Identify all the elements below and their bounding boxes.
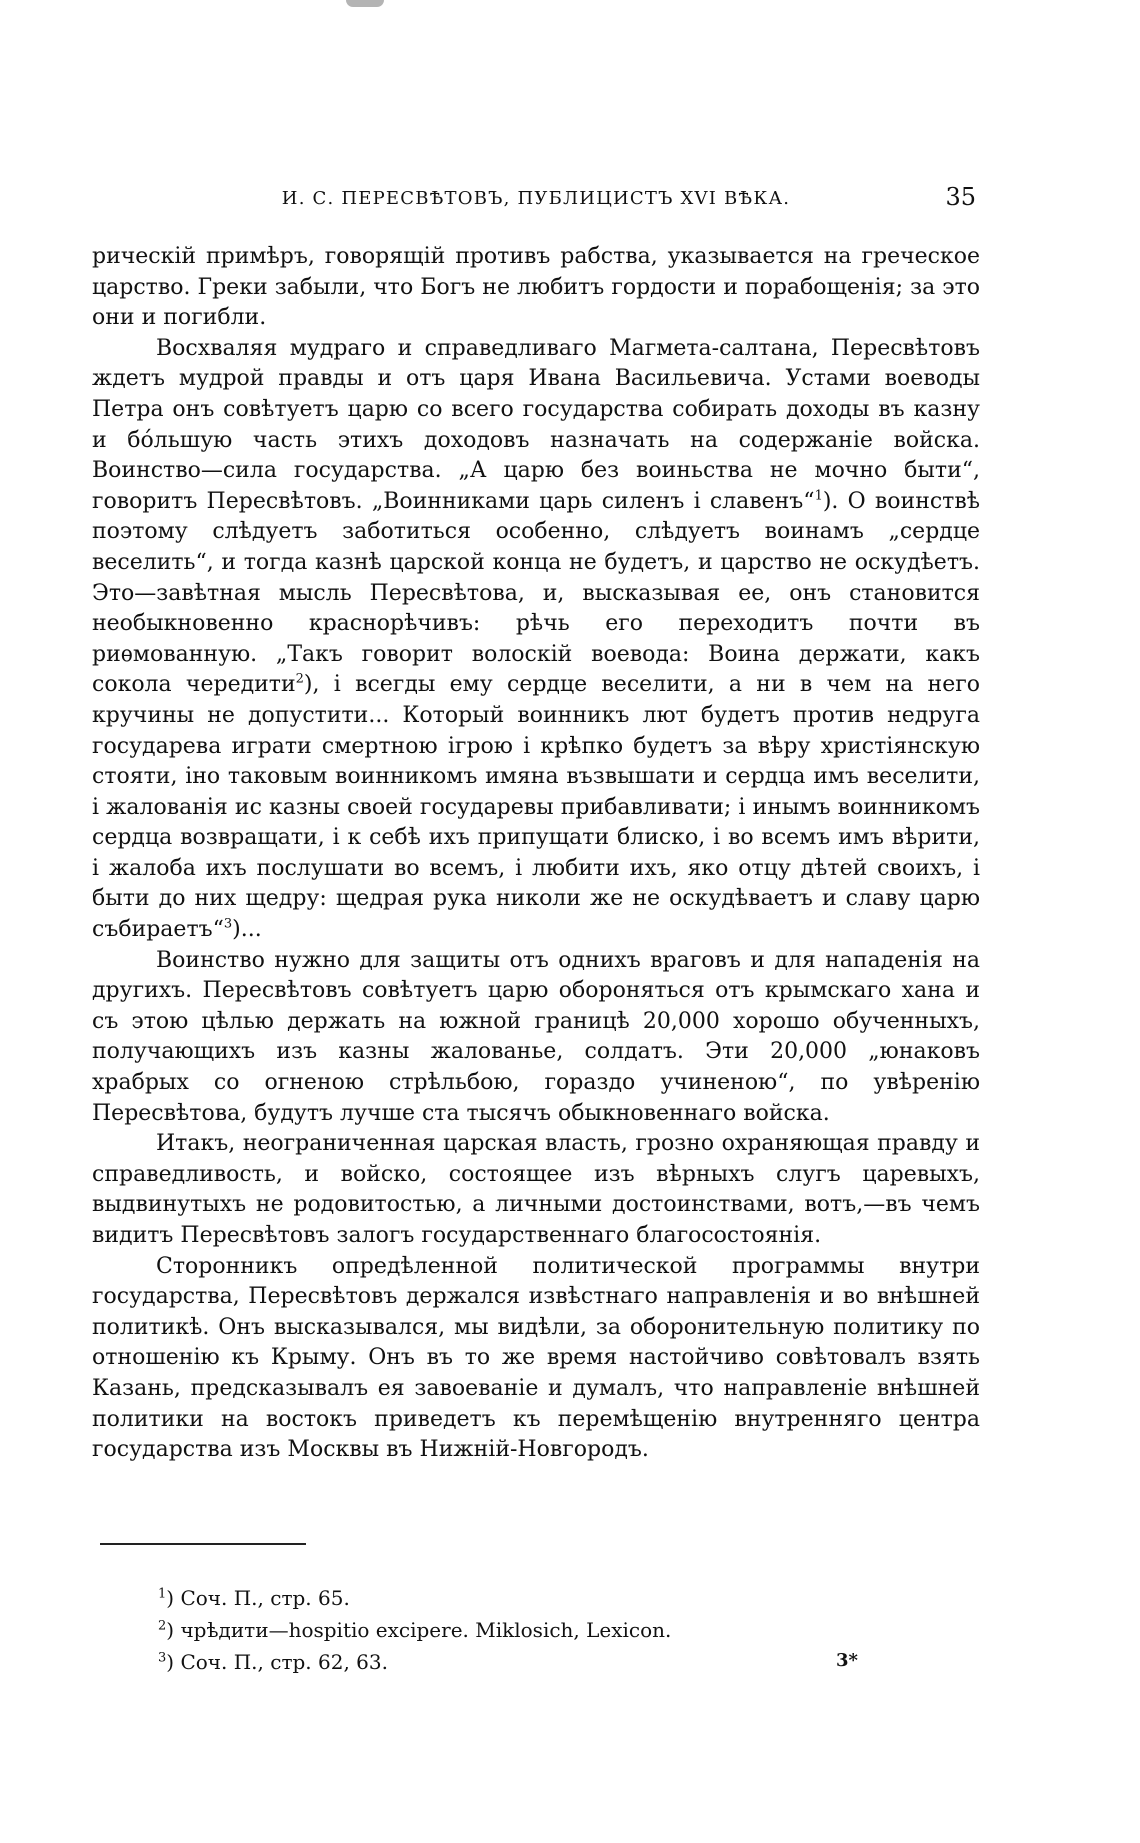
footnote (158, 1614, 958, 1646)
footnote-separator (100, 1543, 306, 1545)
footnote (158, 1582, 958, 1614)
paragraph-text: Восхваляя мудраго и справедливаго Магмета-салтана, Пересвѣтовъ ждетъ мудрой правды и отъ царя Ивана Васильевича. Устами воеводы Петра онъ совѣтуетъ царю со всего государства собирать доходы въ казну и бо́льшую часть этихъ доходовъ назначать на содержаніе войска. Воинство—сила государства. „А царю без воиньства не мочно быти“, говоритъ Пересвѣтовъ. „Воинниками царь силенъ і славенъ“ (92, 335, 980, 514)
paragraph-text: рическій примѣръ, говорящій противъ рабства, указывается на греческое царство. Греки забыли, что Богъ не любитъ гордости и порабощенія; за это они и погибли. (92, 244, 980, 331)
footnote-text: ) Соч. П., стр. 62, 63. (166, 1650, 388, 1674)
page-number: 35 (945, 183, 976, 211)
body-text (92, 242, 980, 1466)
footnote-reference: 2 (295, 671, 304, 687)
footnote-reference: 1 (814, 488, 823, 504)
paragraph (92, 1129, 980, 1251)
running-header (92, 183, 980, 216)
paragraph-text: ), і всегды ему сердце веселити, а ни в чем на него кручины не допустити... Который воинникъ лют будетъ против недруга государева играти смертною ігрою і крѣпко будетъ за вѣру христіянскую стояти, іно таковым воинникомъ имяна възвышати и сердца имъ веселити, і жалованія ис казны своей государевы прибавливати; і инымъ воинникомъ сердца возвращати, і к себѣ ихъ припущати блиско, і во всемъ имъ вѣрити, і жалоба ихъ послушати во всемъ, і любити ихъ, яко отцу дѣтей своихъ, і быти до них щедру: щедрая рука николи же не оскудѣваетъ и славу царю събираетъ“ (92, 672, 980, 943)
paragraph-text: )... (232, 917, 262, 943)
paragraph (92, 1252, 980, 1466)
paragraph-text: Итакъ, неограниченная царская власть, грозно охраняющая правду и справедливость, и войско, состоящее изъ вѣрныхъ слугъ царевыхъ, выдвинутыхъ не родовитостью, а личными достоинствами, вотъ,—въ чемъ видитъ Пересвѣтовъ залогъ государственнаго благосостоянія. (92, 1131, 980, 1248)
paragraph-text: Воинство нужно для защиты отъ одниxъ враговъ и для нападенія на другихъ. Пересвѣтовъ совѣтуетъ царю обороняться отъ крымскаго хана и съ этою цѣлью держать на южной границѣ 20,000 хорошо обученныхъ, получающихъ изъ казны жалованье, солдатъ. Эти 20,000 „юнаковъ храбрых со огненою стрѣльбою, гораздо учиненою“, по увѣренію Пересвѣтова, будутъ лучше ста тысячъ обыкновеннаго войска. (92, 947, 980, 1126)
signature-mark: 3* (836, 1650, 858, 1671)
paragraph (92, 242, 980, 334)
footnote-mark: 2 (158, 1618, 167, 1634)
footnote-mark: 3 (158, 1650, 167, 1666)
paragraph (92, 946, 980, 1130)
paragraph-text: ). О воинствѣ поэтому слѣдуетъ заботиться особенно, слѣдуетъ воинамъ „сердце веселить“, и тогда казнѣ царской конца не будетъ, и царство не оскудѣетъ. Это—завѣтная мысль Пересвѣтова, и, высказывая ее, онъ становится необыкновенно краснорѣчивъ: рѣчь его переходитъ почти въ риѳмованную. „Такъ говорит волоскій воевода: Воина держати, какъ сокола чередити (92, 488, 981, 698)
footnote-text: ) чрѣдити—hospitio excipere. Miklosich, Lexicon. (166, 1618, 672, 1642)
paragraph-text: Сторонникъ опредѣленной политической программы внутри государства, Пересвѣтовъ держался извѣстнаго направленія и во внѣшней политикѣ. Онъ высказывался, мы видѣли, за оборонительную политику по отношенію къ Крыму. Онъ въ то же время настойчиво совѣтовалъ взять Казань, предсказывалъ ея завоеваніе и думалъ, что направленіе внѣшней политики на востокъ приведетъ къ перемѣщенію внутренняго центра государства изъ Москвы въ Нижній-Новгородъ. (92, 1253, 980, 1463)
footnote-reference: 3 (223, 916, 233, 932)
footnote-mark: 1 (158, 1586, 167, 1602)
paragraph (92, 334, 980, 946)
binding-mark (346, 0, 384, 7)
footnote-text: ) Соч. П., стр. 65. (166, 1586, 350, 1610)
running-title: И. С. ПЕРЕСВѢТОВЪ, ПУБЛИЦИСТЪ XVI ВѢКА. (281, 188, 791, 209)
